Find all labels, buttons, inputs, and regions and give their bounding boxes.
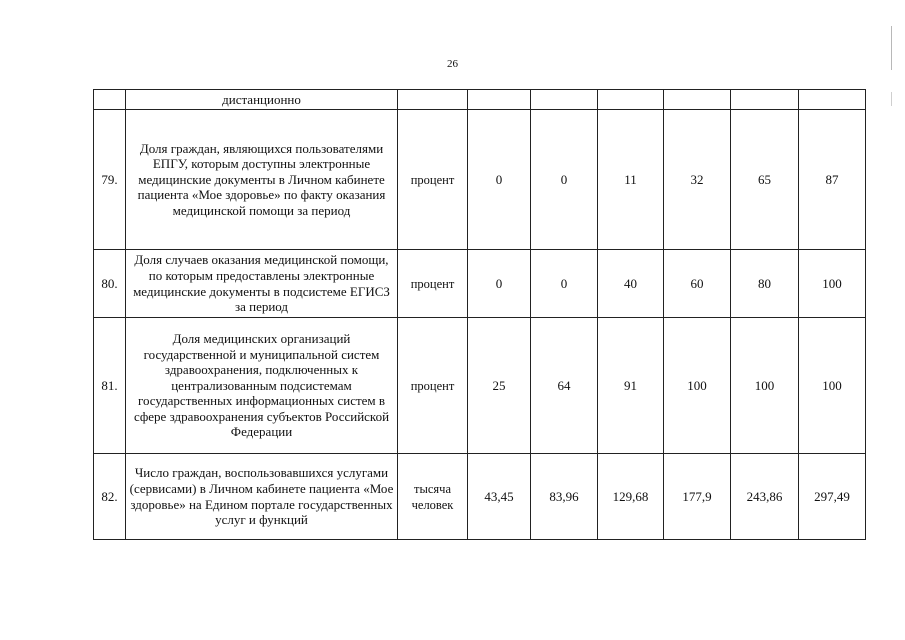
value-cell <box>598 90 664 110</box>
value-cell: 177,9 <box>664 454 731 540</box>
value-cell: 60 <box>664 250 731 318</box>
value-cell <box>799 90 866 110</box>
scan-margin-mark <box>891 26 892 70</box>
value-cell: 0 <box>531 110 598 250</box>
row-number-cell: 82. <box>94 454 126 540</box>
value-cell: 83,96 <box>531 454 598 540</box>
indicator-name-cell: Доля медицинских организаций государственной и муниципальной систем здравоохранения, подключенных к централизованным подсистемам государственных информационных систем в сфере здравоохранения субъектов Российской Федерации <box>126 318 398 454</box>
row-number-cell: 80. <box>94 250 126 318</box>
value-cell: 243,86 <box>731 454 799 540</box>
indicators-table <box>93 89 866 540</box>
value-cell: 100 <box>799 318 866 454</box>
indicator-name-cell: Число граждан, воспользовавшихся услугами (сервисами) в Личном кабинете пациента «Мое здоровье» на Едином портале государственных услуг и функций <box>126 454 398 540</box>
unit-cell: процент <box>398 318 468 454</box>
value-cell: 0 <box>468 110 531 250</box>
value-cell: 91 <box>598 318 664 454</box>
row-number-cell: 79. <box>94 110 126 250</box>
value-cell: 40 <box>598 250 664 318</box>
unit-cell: тысяча человек <box>398 454 468 540</box>
unit-cell: процент <box>398 110 468 250</box>
table-row <box>94 250 866 318</box>
table-row <box>94 454 866 540</box>
value-cell <box>468 90 531 110</box>
value-cell: 297,49 <box>799 454 866 540</box>
indicator-name-cell: дистанционно <box>126 90 398 110</box>
unit-cell: процент <box>398 250 468 318</box>
row-number-cell: 81. <box>94 318 126 454</box>
value-cell <box>664 90 731 110</box>
value-cell: 0 <box>468 250 531 318</box>
value-cell: 0 <box>531 250 598 318</box>
value-cell: 11 <box>598 110 664 250</box>
value-cell: 100 <box>731 318 799 454</box>
value-cell <box>531 90 598 110</box>
value-cell: 100 <box>664 318 731 454</box>
value-cell: 129,68 <box>598 454 664 540</box>
table-row <box>94 318 866 454</box>
scan-margin-mark-2 <box>891 92 892 106</box>
table-row <box>94 90 866 110</box>
value-cell: 32 <box>664 110 731 250</box>
value-cell: 80 <box>731 250 799 318</box>
value-cell: 43,45 <box>468 454 531 540</box>
value-cell <box>731 90 799 110</box>
value-cell: 65 <box>731 110 799 250</box>
row-number-cell <box>94 90 126 110</box>
value-cell: 25 <box>468 318 531 454</box>
unit-cell <box>398 90 468 110</box>
table-row <box>94 110 866 250</box>
indicator-name-cell: Доля случаев оказания медицинской помощи, по которым предоставлены электронные медицинские документы в подсистеме ЕГИСЗ за период <box>126 250 398 318</box>
page-number: 26 <box>447 58 458 70</box>
value-cell: 87 <box>799 110 866 250</box>
indicator-name-cell: Доля граждан, являющихся пользователями ЕПГУ, которым доступны электронные медицинские документы в Личном кабинете пациента «Мое здоровье» по факту оказания медицинской помощи за период <box>126 110 398 250</box>
value-cell: 100 <box>799 250 866 318</box>
value-cell: 64 <box>531 318 598 454</box>
